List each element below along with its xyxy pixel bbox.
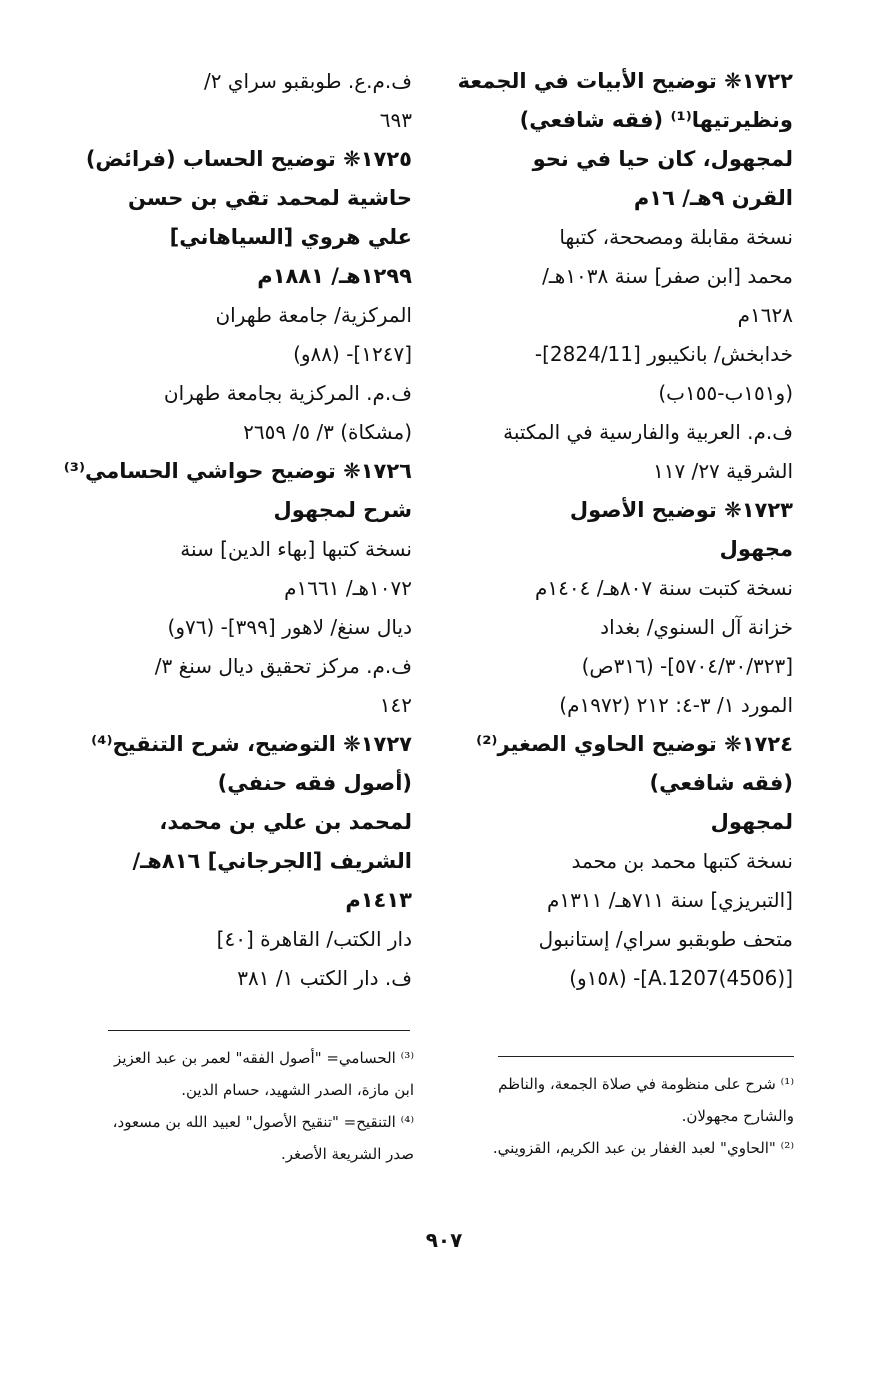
entry-text-line: خزانة آل السنوي/ بغداد [600, 615, 793, 639]
entry-heading-line: ١٢٩٩هـ/ ١٨٨١م [257, 264, 412, 288]
entry-heading-line: ونظيرتيها⁽¹⁾ (فقه شافعي) [519, 108, 793, 132]
entry-text-line: ١٠٧٢هـ/ ١٦٦١م [284, 576, 412, 600]
right-column [445, 62, 793, 998]
entry-heading-line: حاشية لمحمد تقي بن حسن [128, 186, 412, 210]
entry-text-line: ١٦٢٨م [737, 303, 793, 327]
entry-heading-line: ١٤١٣م [345, 888, 412, 912]
entry-text-line: ف.م. المركزية بجامعة طهران [163, 381, 412, 405]
entry-text-line: محمد [ابن صفر] سنة ١٠٣٨هـ/ [542, 264, 793, 288]
entry-text-line: نسخة كتبها [بهاء الدين] سنة [180, 537, 412, 561]
entry-text-line: نسخة كتبت سنة ٨٠٧هـ/ ١٤٠٤م [535, 576, 793, 600]
entry-text-line: ف.م.ع. طوبقبو سراي ٢/ [204, 69, 412, 93]
entry-text-line: [٥٧٠٤/٣٠/٣٢٣]- (٣١٦ص) [581, 654, 793, 678]
entry-text-line: الشرقية ٢٧/ ١١٧ [652, 459, 793, 483]
entry-text-line: ديال سنغ/ لاهور [٣٩٩]- (٧٦و) [167, 615, 412, 639]
entry-heading-line: علي هروي [السياهاني] [169, 225, 412, 249]
entry-text-line: (مشكاة) ٣/ ٥/ ٢٦٥٩ [243, 420, 412, 444]
footnote-line: ⁽⁴⁾ التنقيح= "تنقيح الأصول" لعبيد الله بن مسعود، [112, 1113, 414, 1131]
entry-text-line: ف. دار الكتب ١/ ٣٨١ [237, 966, 412, 990]
entry-text-line: نسخة مقابلة ومصححة، كتبها [559, 225, 793, 249]
footnote-line: والشارح مجهولان. [681, 1107, 794, 1125]
footnote-line: صدر الشريعة الأصغر. [281, 1145, 414, 1163]
entry-heading-line: (أصول فقه حنفي) [217, 771, 412, 795]
entry-heading-line: (فقه شافعي) [649, 771, 793, 795]
entry-text-line: المورد ١/ ٣-٤: ٢١٢ (١٩٧٢م) [559, 693, 793, 717]
entry-heading-line: لمجهول، كان حيا في نحو [532, 147, 793, 171]
entry-text-line: نسخة كتبها محمد بن محمد [571, 849, 793, 873]
left-column [62, 62, 412, 998]
footnote-line: ⁽³⁾ الحسامي= "أصول الفقه" لعمر بن عبد العزيز [114, 1049, 414, 1067]
footnotes-right [448, 1068, 794, 1164]
footnote-separator-right [498, 1056, 794, 1057]
footnote-line: ابن مازة، الصدر الشهيد، حسام الدين. [181, 1081, 414, 1099]
entry-heading-line: ١٧٢٣❋ توضيح الأصول [569, 498, 793, 522]
entry-heading-line: ١٧٢٥❋ توضيح الحساب (فرائض) [85, 147, 412, 171]
entry-text-line: [١٢٤٧]- (٨٨و) [293, 342, 412, 366]
entry-heading-line: ١٧٢٤❋ توضيح الحاوي الصغير⁽²⁾ [476, 732, 793, 756]
entry-text-line: ف.م. العربية والفارسية في المكتبة [503, 420, 793, 444]
entry-heading-line: ١٧٢٧❋ التوضيح، شرح التنقيح⁽⁴⁾ [91, 732, 412, 756]
footnote-line: ⁽²⁾ "الحاوي" لعبد الغفار بن عبد الكريم، القزويني. [492, 1139, 794, 1157]
footnote-separator-left [108, 1030, 410, 1031]
footnote-line: ⁽¹⁾ شرح على منظومة في صلاة الجمعة، والناظم [498, 1075, 794, 1093]
entry-heading-line: ١٧٢٢❋ توضيح الأبيات في الجمعة [457, 69, 793, 93]
entry-heading-line: مجهول [719, 537, 793, 561]
page-number: ٩٠٧ [425, 1228, 463, 1252]
entry-text-line: متحف طوبقبو سراي/ إستانبول [538, 927, 793, 951]
entry-text-line: ٦٩٣ [379, 108, 412, 132]
entry-heading-line: لمجهول [710, 810, 793, 834]
entry-heading-line: لمحمد بن علي بن محمد، [159, 810, 412, 834]
entry-heading-line: ١٧٢٦❋ توضيح حواشي الحسامي⁽³⁾ [63, 459, 412, 483]
entry-text-line: (و١٥١ب-١٥٥ب) [658, 381, 793, 405]
entry-text-line: خدابخش/ بانكيبور [2824/11]- [534, 342, 793, 366]
footnotes-left [60, 1042, 414, 1170]
entry-text-line: دار الكتب/ القاهرة [٤٠] [216, 927, 412, 951]
entry-text-line: المركزية/ جامعة طهران [215, 303, 412, 327]
entry-text-line: ف.م. مركز تحقيق ديال سنغ ٣/ [154, 654, 412, 678]
entry-heading-line: القرن ٩هـ/ ١٦م [633, 186, 793, 210]
entry-text-line: [A.1207(4506)]- (١٥٨و) [569, 966, 793, 990]
entry-heading-line: الشريف [الجرجاني] ٨١٦هـ/ [132, 849, 412, 873]
entry-text-line: ١٤٢ [379, 693, 412, 717]
entry-heading-line: شرح لمجهول [273, 498, 412, 522]
entry-text-line: [التبريزي] سنة ٧١١هـ/ ١٣١١م [547, 888, 793, 912]
